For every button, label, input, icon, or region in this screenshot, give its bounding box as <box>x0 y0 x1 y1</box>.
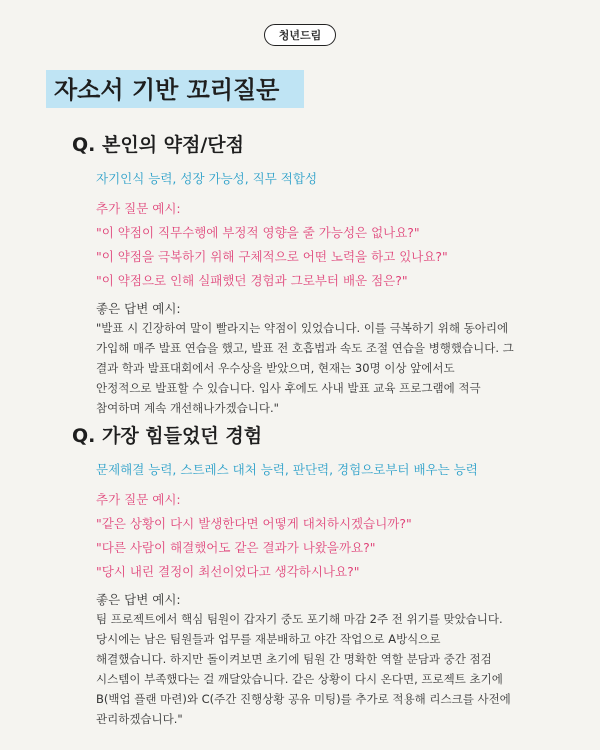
followup-item: "이 약점을 극복하기 위해 구체적으로 어떤 노력을 하고 있나요?" <box>96 249 448 264</box>
followup-item: "같은 상황이 다시 발생한다면 어떻게 대처하시겠습니까?" <box>96 516 412 531</box>
question-title: Q. 본인의 약점/단점 <box>72 134 245 156</box>
followup-label: 추가 질문 예시: <box>96 201 181 216</box>
followup-item: "이 약점으로 인해 실패했던 경험과 그로부터 배운 점은?" <box>96 273 408 288</box>
answer-text: "발표 시 긴장하여 말이 빨라지는 약점이 있었습니다. 이를 극복하기 위해 동아리에 가입해 매주 발표 연습을 했고, 발표 전 호흡법과 속도 조절 연습을 병행했습니다. 그 결과 학과 발표대회에서 우수상을 받았으며, 현재는 30명 이상 앞에서도 안정적으로 발표할 수 있습니다. 입사 후에도 사내 발표 교육 프로그램에 적극 참여하며 계속 개선해나가겠습니다." <box>96 321 514 415</box>
question-section-1 <box>72 130 566 418</box>
followup-item: "이 약점이 직무수행에 부정적 영향을 줄 가능성은 없나요?" <box>96 225 420 240</box>
answer-label: 좋은 답변 예시: <box>96 592 181 607</box>
answer-text: 팀 프로젝트에서 핵심 팀원이 갑자기 중도 포기해 마감 2주 전 위기를 맞았습니다. 당시에는 남은 팀원들과 업무를 재분배하고 야간 작업으로 A방식으로 해결했습니다. 하지만 돌이켜보면 초기에 팀원 간 명확한 역할 분담과 중간 점검 시스템이 부족했다는 걸 깨달았습니다. 같은 상황이 다시 온다면, 프로젝트 초기에 B(백업 플랜 마련)와 C(주간 진행상황 공유 미팅)를 추가로 적용해 리스크를 사전에 관리하겠습니다." <box>96 612 511 726</box>
answer-label: 좋은 답변 예시: <box>96 301 181 316</box>
followup-item: "당시 내린 결정이 최선이었다고 생각하시나요?" <box>96 564 360 579</box>
evaluation-keywords: 문제해결 능력, 스트레스 대처 능력, 판단력, 경험으로부터 배우는 능력 <box>96 462 478 477</box>
evaluation-keywords: 자기인식 능력, 성장 가능성, 직무 적합성 <box>96 171 318 186</box>
question-title: Q. 가장 힘들었던 경험 <box>72 425 263 447</box>
page-title: 자소서 기반 꼬리질문 <box>46 70 304 108</box>
followup-label: 추가 질문 예시: <box>96 492 181 507</box>
followup-item: "다른 사람이 해결했어도 같은 결과가 나왔을까요?" <box>96 540 376 555</box>
question-section-2 <box>72 421 566 729</box>
brand-badge: 청년드림 <box>264 24 336 46</box>
